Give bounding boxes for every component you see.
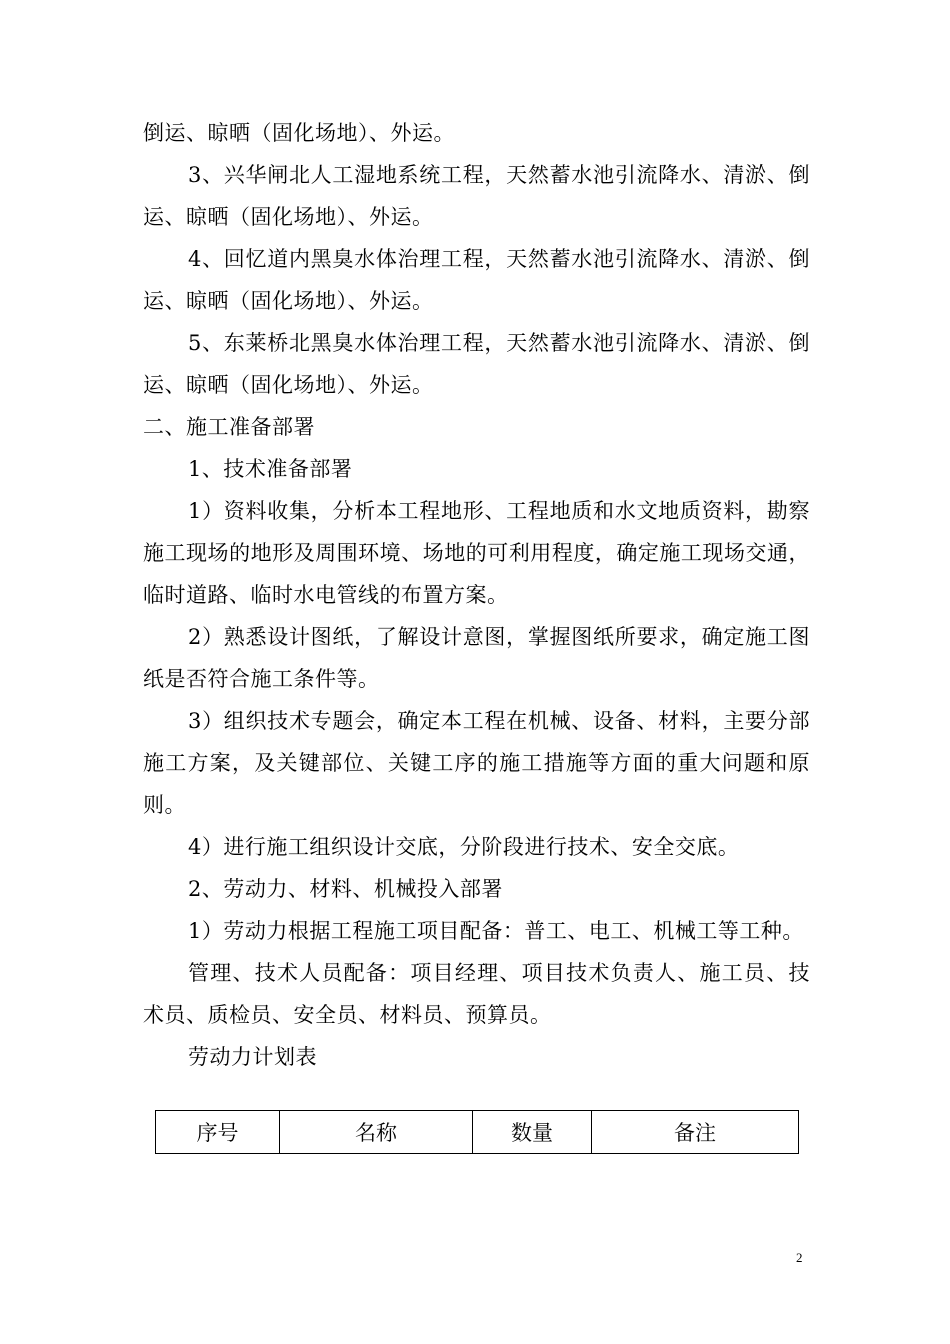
paragraph: 3、兴华闸北人工湿地系统工程，天然蓄水池引流降水、清淤、倒运、晾晒（固化场地）、外运。 (143, 163, 810, 229)
paragraph: 4）进行施工组织设计交底，分阶段进行技术、安全交底。 (188, 835, 740, 859)
subsection-heading: 2、劳动力、材料、机械投入部署 (188, 877, 503, 901)
paragraph: 倒运、晾晒（固化场地）、外运。 (143, 121, 455, 145)
page-number: 2 (796, 1250, 803, 1265)
paragraph: 3）组织技术专题会，确定本工程在机械、设备、材料，主要分部施工方案，及关键部位、关键工序的施工措施等方面的重大问题和原则。 (143, 709, 810, 817)
header-cell-index: 序号 (156, 1111, 280, 1154)
header-cell-name: 名称 (280, 1111, 473, 1154)
paragraph: 1）劳动力根据工程施工项目配备：普工、电工、机械工等工种。 (188, 919, 804, 943)
table-header-row (156, 1111, 799, 1154)
paragraph: 5、东莱桥北黑臭水体治理工程，天然蓄水池引流降水、清淤、倒运、晾晒（固化场地）、外运。 (143, 331, 810, 397)
labor-plan-table (155, 1110, 799, 1154)
paragraph: 1）资料收集，分析本工程地形、工程地质和水文地质资料，勘察施工现场的地形及周围环境、场地的可利用程度，确定施工现场交通，临时道路、临时水电管线的布置方案。 (143, 499, 810, 607)
paragraph: 2）熟悉设计图纸，了解设计意图，掌握图纸所要求，确定施工图纸是否符合施工条件等。 (143, 625, 810, 691)
labor-plan-table-wrapper (155, 1110, 799, 1154)
section-heading: 二、施工准备部署 (143, 415, 315, 439)
header-cell-remarks: 备注 (592, 1111, 799, 1154)
paragraph: 管理、技术人员配备：项目经理、项目技术负责人、施工员、技术员、质检员、安全员、材料员、预算员。 (143, 961, 810, 1027)
document-body (143, 112, 810, 1078)
header-cell-quantity: 数量 (473, 1111, 592, 1154)
table-caption: 劳动力计划表 (188, 1045, 317, 1069)
subsection-heading: 1、技术准备部署 (188, 457, 353, 481)
paragraph: 4、回忆道内黑臭水体治理工程，天然蓄水池引流降水、清淤、倒运、晾晒（固化场地）、外运。 (143, 247, 810, 313)
